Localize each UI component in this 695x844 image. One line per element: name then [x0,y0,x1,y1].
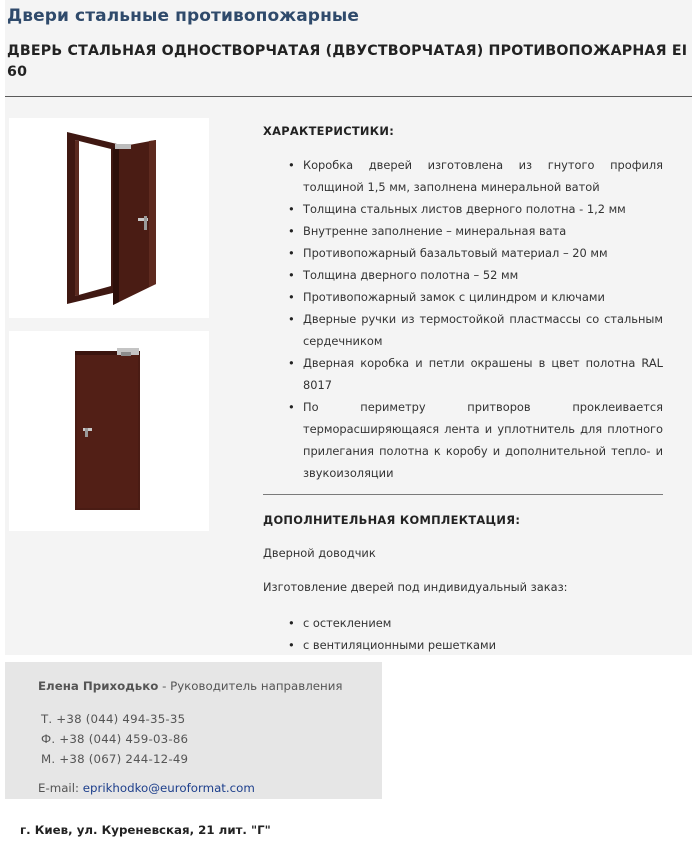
door-open-photo [9,118,209,318]
specs-list [303,154,663,484]
contact-person [38,679,343,693]
door-closed-image [9,331,209,531]
option-item: • с вентиляционными решетками [303,634,496,656]
contact-card [5,662,382,799]
door-closer-text: Дверной доводчик [263,546,376,560]
spec-item: • Толщина дверного полотна – 52 мм [303,264,663,286]
custom-order-text: Изготовление дверей под индивидуальный заказ: [263,580,568,594]
divider [263,494,663,495]
options-list [303,612,496,656]
extras-heading: ДОПОЛНИТЕЛЬНАЯ КОМПЛЕКТАЦИЯ: [263,513,521,527]
address: г. Киев, ул. Куреневская, 21 лит. "Г" [20,823,271,837]
contact-name: Елена Приходько [38,679,159,693]
product-title: ДВЕРЬ СТАЛЬНАЯ ОДНОСТВОРЧАТАЯ (ДВУСТВОРЧАТАЯ) ПРОТИВОПОЖАРНАЯ EI 60 [7,43,688,80]
spec-item: • Противопожарный замок с цилиндром и ключами [303,286,663,308]
door-open-image [9,118,209,318]
spec-item: • Противопожарный базальтовый материал – 20 мм [303,242,663,264]
spec-item: • Дверные ручки из термостойкой пластмассы со стальным сердечником [303,308,663,352]
spec-item: • Дверная коробка и петли окрашены в цвет полотна RAL 8017 [303,352,663,396]
door-closed-photo [9,331,209,531]
spec-item: • Толщина стальных листов дверного полотна - 1,2 мм [303,198,663,220]
panel-edge [0,540,5,655]
mobile-line: М. +38 (067) 244-12-49 [41,752,189,766]
phone-line: Т. +38 (044) 494-35-35 [41,712,186,726]
phone-list [41,709,188,769]
spec-item: • Внутренне заполнение – минеральная вата [303,220,663,242]
email-label: E-mail: [38,781,83,795]
email-row [38,781,255,795]
spec-item: • По периметру притворов проклеивается терморасширяющаяся лента и уплотнитель для плотного прилегания полотна к коробу и дополнительной тепло- и звукоизоляции [303,396,663,484]
divider [5,96,692,97]
option-item: • с остеклением [303,612,496,634]
fax-line: Ф. +38 (044) 459-03-86 [41,732,189,746]
email-link[interactable]: eprikhodko@euroformat.com [82,781,255,795]
specs-heading: ХАРАКТЕРИСТИКИ: [263,124,395,138]
contact-role: - Руководитель направления [158,679,343,693]
page-title: Двери стальные противопожарные [7,6,360,26]
spec-item: • Коробка дверей изготовлена из гнутого профиля толщиной 1,5 мм, заполнена минеральной ватой [303,154,663,198]
